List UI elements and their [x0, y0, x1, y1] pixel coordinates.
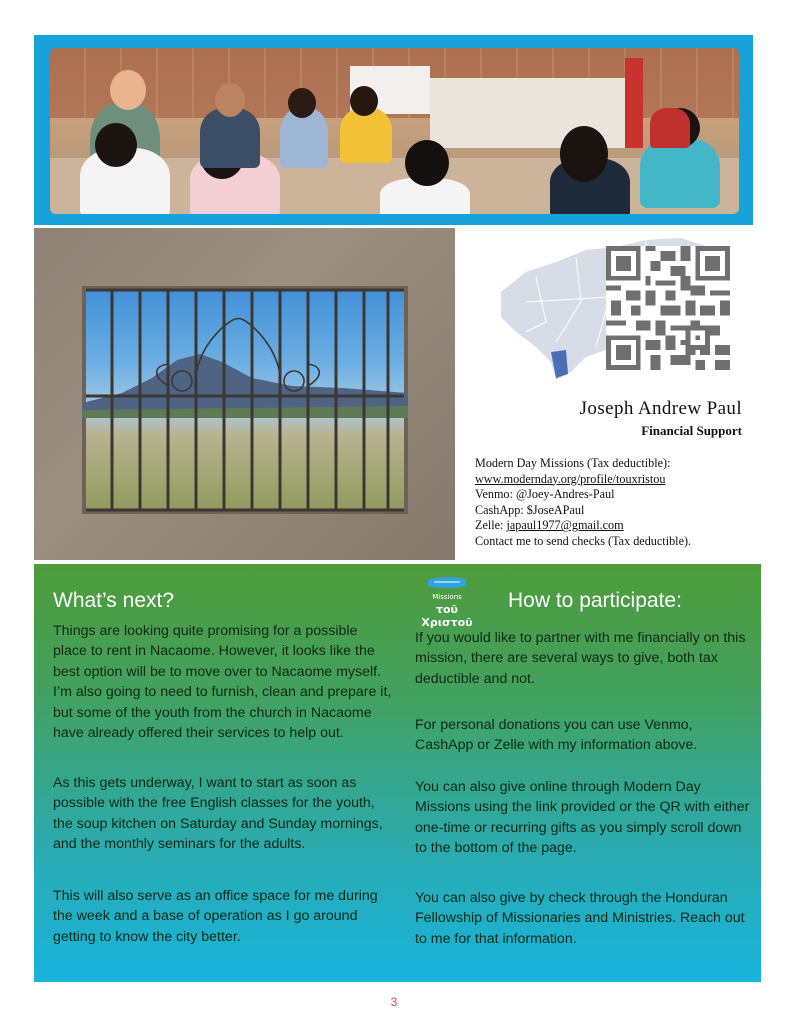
whats-next-heading: What’s next? — [53, 589, 175, 612]
window-bars — [82, 286, 408, 514]
how-to-paragraph-1: If you would like to partner with me financially on this mission, there are several ways to give, both tax deductible and not. — [415, 630, 746, 687]
how-to-paragraph-3: You can also give online through Modern Day Missions using the link provided or the QR with either one-time or recurring gifts as you simply scroll down to the bottom of the page. — [415, 779, 750, 857]
missions-logo: Missions τοῦ Χριστοῦ — [414, 570, 480, 622]
info-line-cashapp: CashApp: $JoseAPaul — [475, 502, 585, 517]
whats-next-paragraph-2: As this gets underway, I want to start as soon as possible with the free English classes for the youth, the soup kitchen on Saturday and Sunday mornings, and the monthly seminars for the adults. — [53, 775, 383, 853]
donation-qr-code[interactable] — [606, 246, 730, 370]
group-photo-frame — [34, 35, 753, 225]
page-number: 3 — [390, 995, 398, 1009]
supporter-subtitle: Financial Support — [641, 423, 742, 438]
zelle-email-link[interactable]: japaul1977@gmail.com — [506, 518, 624, 533]
honduras-flag-icon — [414, 576, 480, 590]
info-line-zelle: Zelle: japaul1977@gmail.com — [475, 518, 624, 533]
how-to-participate-heading: How to participate: — [508, 589, 682, 612]
info-line-venmo: Venmo: @Joey-Andres-Paul — [475, 487, 615, 502]
how-to-paragraph-4: You can also give by check through the Honduran Fellowship of Missionaries and Ministries. Reach out to me for that information. — [415, 890, 745, 947]
group-photo — [50, 48, 739, 214]
info-line-mdm: Modern Day Missions (Tax deductible): — [475, 456, 671, 470]
how-to-paragraph-2: For personal donations you can use Venmo, CashApp or Zelle with my information above. — [415, 717, 698, 754]
window-photo — [34, 228, 455, 560]
donation-info-block — [475, 456, 775, 550]
modern-day-link[interactable]: www.modernday.org/profile/touxristou — [475, 471, 666, 486]
whats-next-paragraph-1: Things are looking quite promising for a possible place to rent in Nacaome. However, it looks like the best option will be to move over to Nacaome myself. I’m also going to need to furnish, clean and prepare it, but some of the youth from the church in Nacaome have already offered their services to help out. — [53, 623, 392, 742]
info-line-checks: Contact me to send checks (Tax deductible). — [475, 533, 692, 548]
supporter-name: Joseph Andrew Paul — [579, 398, 742, 419]
whats-next-paragraph-3: This will also serve as an office space for me during the week and a base of operation as I go around getting to know the city better. — [53, 888, 378, 945]
